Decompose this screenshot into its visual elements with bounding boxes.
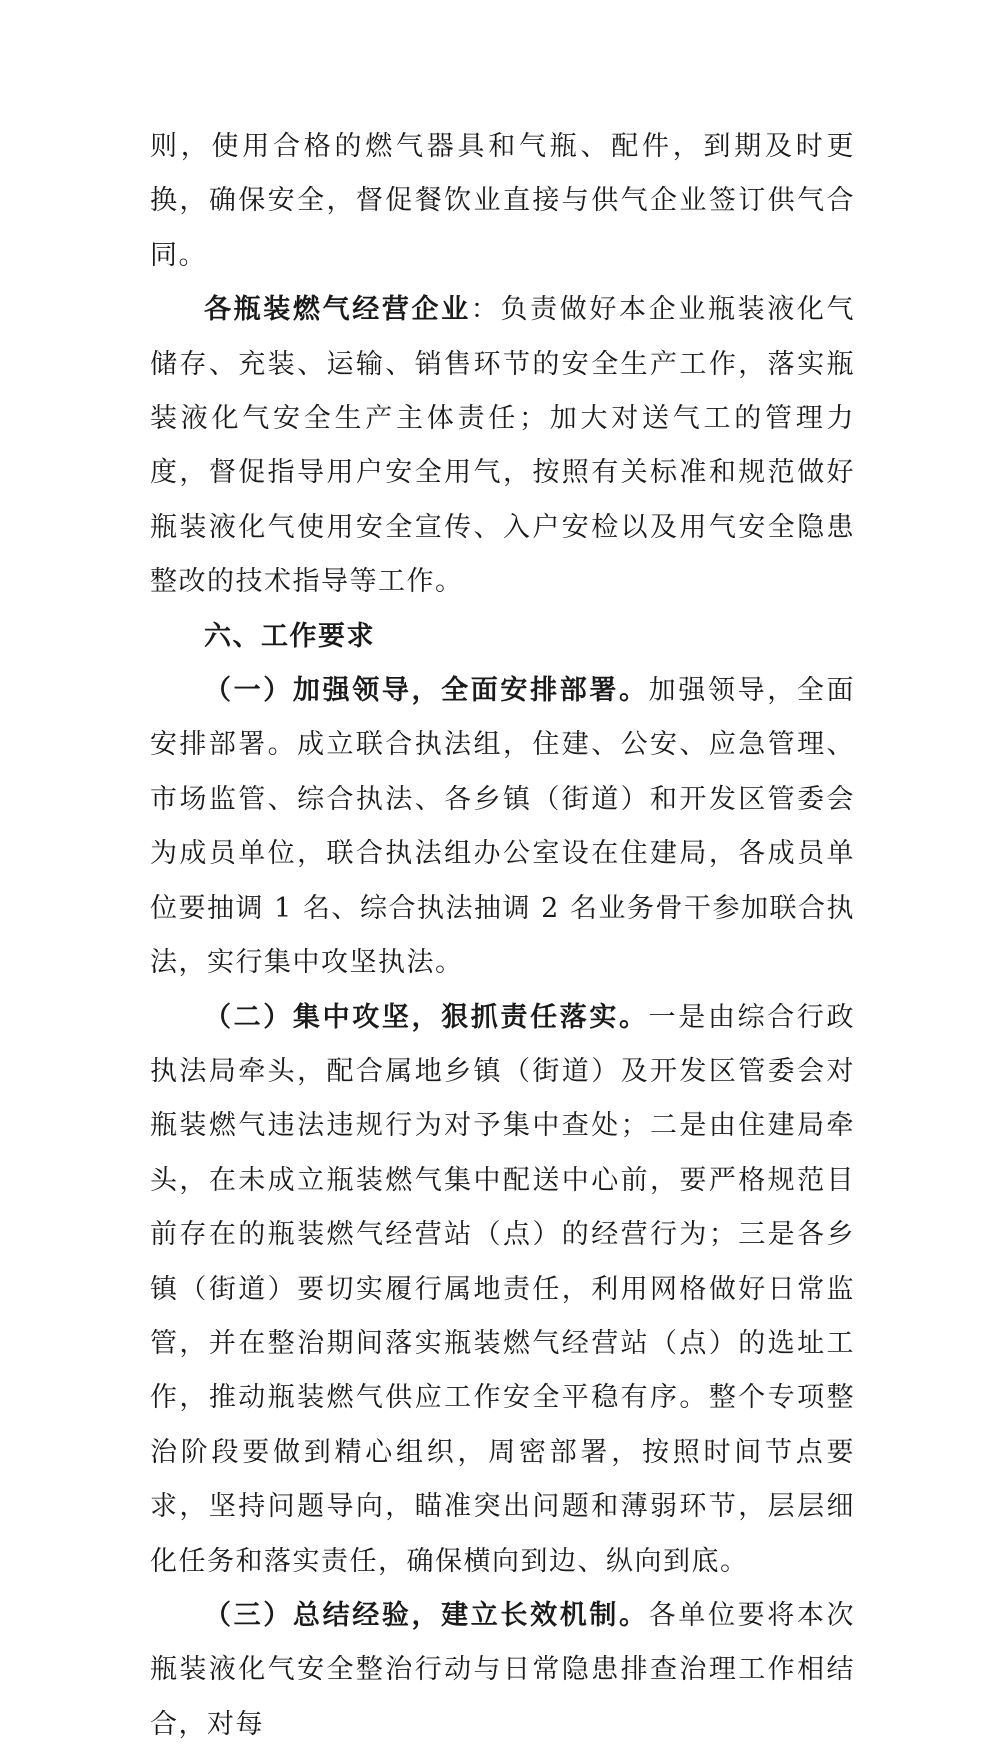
section-heading-text: 六、工作要求 [204, 620, 375, 652]
paragraph-lead: （一）加强领导，全面安排部署。 [204, 675, 649, 707]
paragraph-item-3 [150, 1589, 855, 1752]
paragraph-text: 各单位要将本次瓶装液化气安全整治行动与日常隐患排查治理工作相结合，对每 [150, 1599, 856, 1740]
document-body [150, 120, 855, 1752]
paragraph-text: 一是由综合行政执法局牵头，配合属地乡镇（街道）及开发区管委会对瓶装燃气违法违规行为对予集中查处；二是由住建局牵头，在未成立瓶装燃气集中配送中心前，要严格规范目前存在的瓶装燃气经营站（点）的经营行为；三是各乡镇（街道）要切实履行属地责任，利用网格做好日常监管，并在整治期间落实瓶装燃气经营站（点）的选址工作，推动瓶装燃气供应工作安全平稳有序。整个专项整治阶段要做到精心组织，周密部署，按照时间节点要求，坚持问题导向，瞄准突出问题和薄弱环节，层层细化任务和落实责任，确保横向到边、纵向到底。 [150, 1001, 856, 1577]
paragraph-text: 加强领导，全面安排部署。成立联合执法组，住建、公安、应急管理、市场监管、综合执法、各乡镇（街道）和开发区管委会为成员单位，联合执法组办公室设在住建局，各成员单位要抽调 1 名、综合执法抽调 2 名业务骨干参加联合执法，实行集中攻坚执法。 [150, 675, 856, 979]
paragraph-continued [150, 120, 855, 283]
paragraph-gas-enterprises [150, 283, 855, 609]
paragraph-lead: 各瓶装燃气经营企业 [204, 294, 471, 326]
paragraph-text: 则，使用合格的燃气器具和气瓶、配件，到期及时更换，确保安全，督促餐饮业直接与供气企业签订供气合同。 [150, 131, 855, 271]
paragraph-item-2 [150, 991, 855, 1589]
paragraph-lead: （二）集中攻坚，狠抓责任落实。 [204, 1001, 649, 1033]
paragraph-text: ：负责做好本企业瓶装液化气储存、充装、运输、销售环节的安全生产工作，落实瓶装液化气安全生产主体责任；加大对送气工的管理力度，督促指导用户安全用气，按照有关标准和规范做好瓶装液化气使用安全宣传、入户安检以及用气安全隐患整改的技术指导等工作。 [150, 294, 856, 598]
paragraph-lead: （三）总结经验，建立长效机制。 [204, 1599, 649, 1631]
paragraph-item-1 [150, 664, 855, 990]
section-heading [150, 610, 855, 664]
